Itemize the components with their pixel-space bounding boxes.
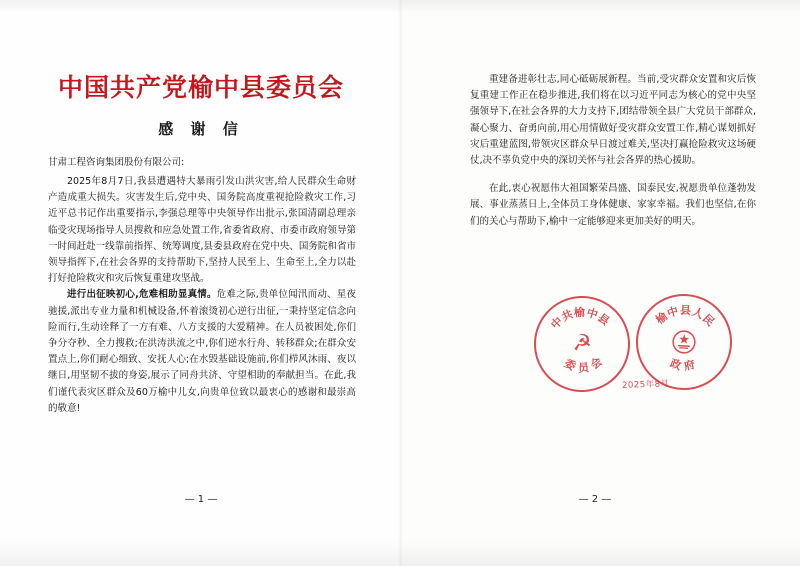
- paragraph-4: 在此,衷心祝愿伟大祖国繁荣昌盛、国泰民安,祝愿贵单位蓬勃发展、事业蒸蒸日上,全体员工身体健康、家家幸福。我们也坚信,在你们的关心与帮助下,榆中一定能够迎来更加美好的明天。: [470, 183, 756, 227]
- left-page-body: [48, 174, 356, 417]
- stamp-arc-top-government: 榆中县人民: [653, 303, 718, 330]
- paragraph-1: 2025年8月7日,我县遭遇特大暴雨引发山洪灾害,给人民群众生命财产造成重大损失。灾害发生后,党中央、国务院高度重视抢险救灾工作,习近平总书记作出重要指示,李强总理等中央领导作出批示,张国清副总理亲临受灾现场指导人员搜救和应急处置工作,省委省政府、市委市政府领导第一时间赶赴一线靠前指挥、统筹调度,县委县政府在党中央、国务院和省市领导指挥下,在社会各界的支持帮助下,坚持人民至上、生命至上,全力以赴打好抢险救灾和灾后恢复重建攻坚战。: [48, 176, 356, 285]
- hammer-sickle-icon: ☭: [571, 330, 593, 357]
- svg-text:政 府: [668, 356, 697, 374]
- svg-text:中共榆中县: [547, 303, 614, 332]
- bottom-edge-shadow: [0, 540, 800, 566]
- document-title: 感 谢 信: [158, 120, 244, 138]
- stamp-arc-bottom-party: 委 员 会: [562, 354, 606, 375]
- salutation-line: 甘肃工程咨询集团股份有限公司:: [48, 157, 185, 168]
- page-number-right: — 2 —: [578, 494, 612, 505]
- national-emblem-icon: [670, 328, 697, 355]
- stamp-arc-bottom-government: 政 府: [668, 356, 697, 374]
- right-page-body: [470, 72, 756, 242]
- paragraph-3: 重建备进彰壮志,同心砥砺展新程。当前,受灾群众安置和灾后恢复重建工作正在稳步推进,我们将在以习近平同志为核心的党中央坚强领导下,在社会各界的大力支持下,团结带领全县广大党员干部群众,凝心聚力、奋勇向前,用心用情做好受灾群众安置工作,精心谋划抓好灾后重建蓝图,带领灾区群众早日渡过难关,坚决打赢抢险救灾这场硬仗,决不辜负党中央的深切关怀与社会各界的热心援助。: [470, 74, 756, 167]
- svg-text:委 员 会: [561, 353, 605, 376]
- svg-text:榆中县人民: [652, 301, 719, 329]
- letterhead-title: 中国共产党榆中县委员会: [57, 73, 344, 102]
- stamp-date: 2025年8月: [621, 379, 670, 391]
- paragraph-2-lead: 进行出征映初心,危难相助显真情。: [67, 289, 217, 301]
- official-stamp-party-committee: [531, 293, 633, 395]
- top-edge-shadow: [0, 0, 800, 14]
- page-number-left: — 1 —: [184, 494, 218, 505]
- paragraph-2-rest: 危难之际,贵单位闻汛而动、星夜驰援,派出专业力量和机械设备,怀着滚烫初心逆行出征,一秉持坚定信念向险而行,生动诠释了一方有难、八方支援的大爱精神。在人员被困处,你们争分夺秒、全力搜救;在洪涛洪流之中,你们逆水行舟、转移群众;在群众安置点上,你们耐心细致、安抚人心;在水毁基础设施前,你们栉风沐雨、夜以继日,用坚韧不拔的身姿,展示了同舟共济、守望相助的奉献担当。在此,我们谨代表灾区群众及60万榆中儿女,向贵单位致以最衷心的感谢和最崇高的敬意!: [48, 289, 357, 414]
- page-gutter-shadow: [398, 0, 403, 566]
- stamp-arc-top-party: 中共榆中县: [548, 305, 613, 332]
- paragraph-2: [48, 287, 356, 417]
